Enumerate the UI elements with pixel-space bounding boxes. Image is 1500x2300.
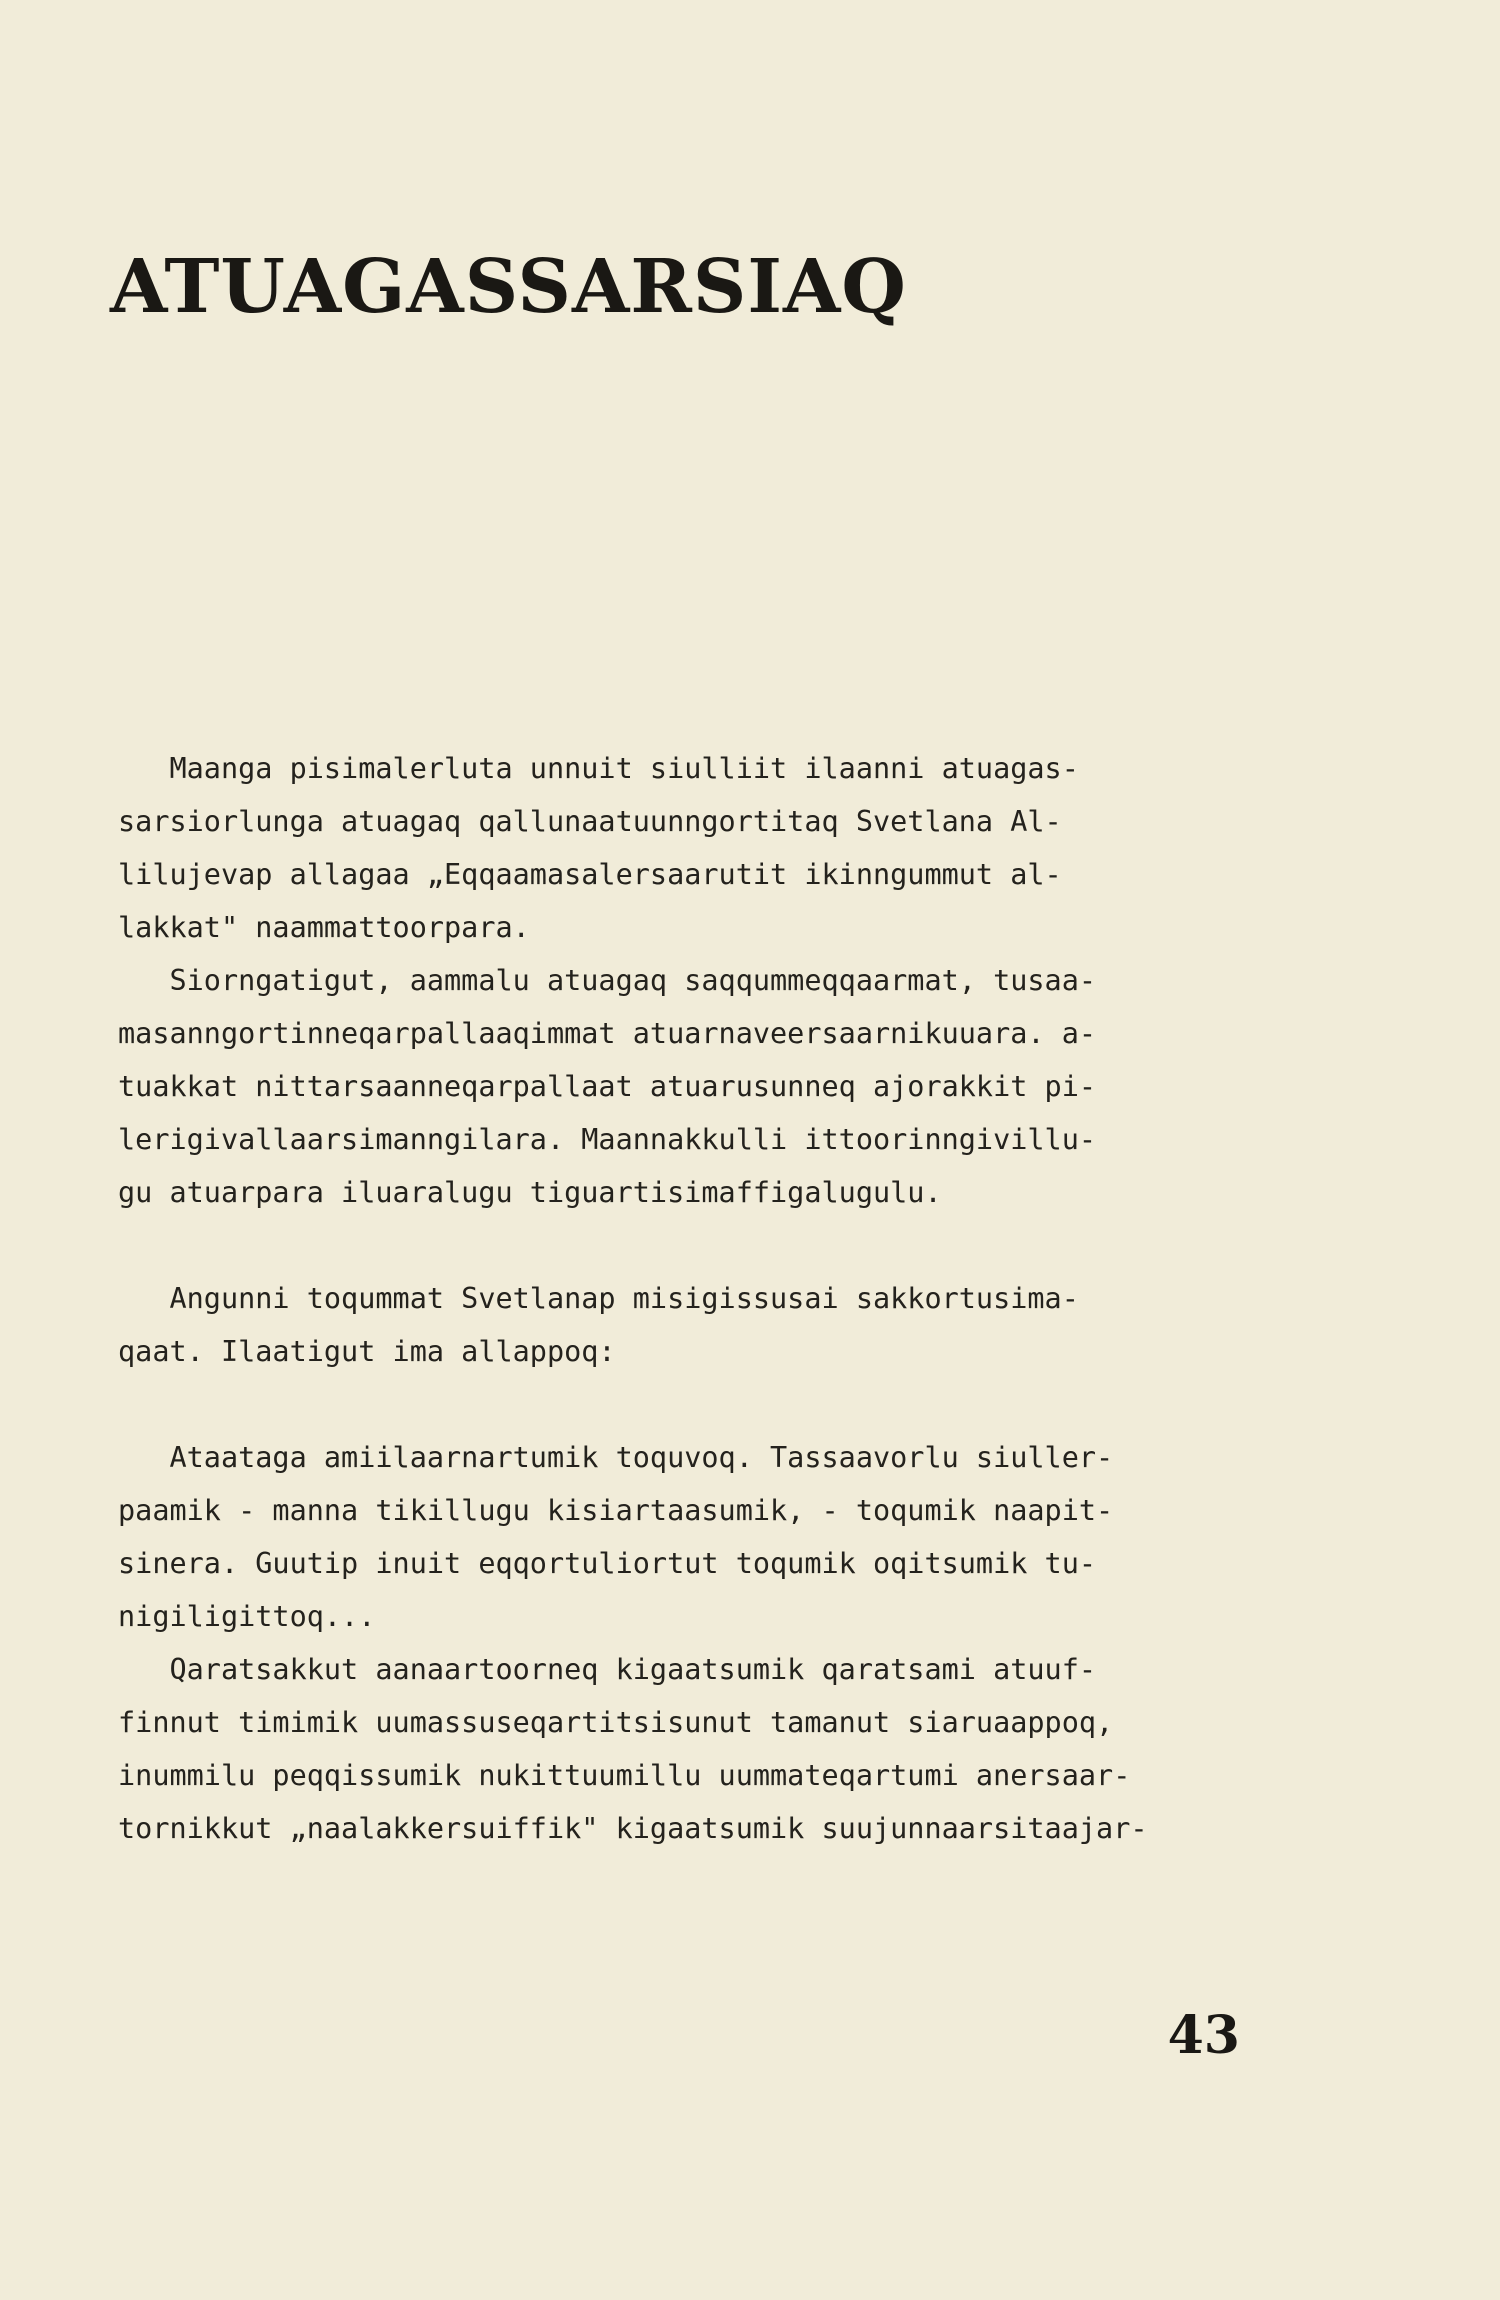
text-line: paamik - manna tikillugu kisiartaasumik, - toqumik naapit- [118, 1494, 1114, 1527]
text-line: inummilu peqqissumik nukittuumillu uummateqartumi anersaar- [118, 1759, 1131, 1792]
text-line: Qaratsakkut aanaartoorneq kigaatsumik qaratsami atuuf- [118, 1653, 1097, 1686]
text-line: tuakkat nittarsaanneqarpallaat atuarusunneq ajorakkit pi- [118, 1070, 1097, 1103]
text-line: masanngortinneqarpallaaqimmat atuarnaveersaarnikuuara. a- [118, 1017, 1097, 1050]
body-text [118, 742, 1278, 1855]
page-number: 43 [1167, 2005, 1240, 2066]
text-line: lakkat" naammattoorpara. [118, 911, 530, 944]
text-line: sinera. Guutip inuit eqqortuliortut toqumik oqitsumik tu- [118, 1547, 1097, 1580]
text-line: gu atuarpara iluaralugu tiguartisimaffigalugulu. [118, 1176, 942, 1209]
text-line: Ataataga amiilaarnartumik toquvoq. Tassaavorlu siuller- [118, 1441, 1114, 1474]
paragraph-gap [118, 1378, 1278, 1431]
text-line: sarsiorlunga atuagaq qallunaatuunngortitaq Svetlana Al- [118, 805, 1062, 838]
text-line: qaat. Ilaatigut ima allappoq: [118, 1335, 616, 1368]
text-line: tornikkut „naalakkersuiffik" kigaatsumik suujunnaarsitaajar- [118, 1812, 1148, 1845]
text-line: Maanga pisimalerluta unnuit siulliit ilaanni atuagas- [118, 752, 1079, 785]
text-line: lilujevap allagaa „Eqqaamasalersaarutit ikinngummut al- [118, 858, 1062, 891]
text-line: lerigivallaarsimanngilara. Maannakkulli ittoorinngivillu- [118, 1123, 1097, 1156]
text-line: finnut timimik uumassuseqartitsisunut tamanut siaruaappoq, [118, 1706, 1114, 1739]
page-heading: ATUAGASSARSIAQ [110, 244, 907, 330]
text-line: nigiligittoq... [118, 1600, 376, 1633]
text-line: Angunni toqummat Svetlanap misigissusai sakkortusima- [118, 1282, 1079, 1315]
text-line: Siorngatigut, aammalu atuagaq saqqummeqqaarmat, tusaa- [118, 964, 1097, 997]
paragraph-gap [118, 1219, 1278, 1272]
